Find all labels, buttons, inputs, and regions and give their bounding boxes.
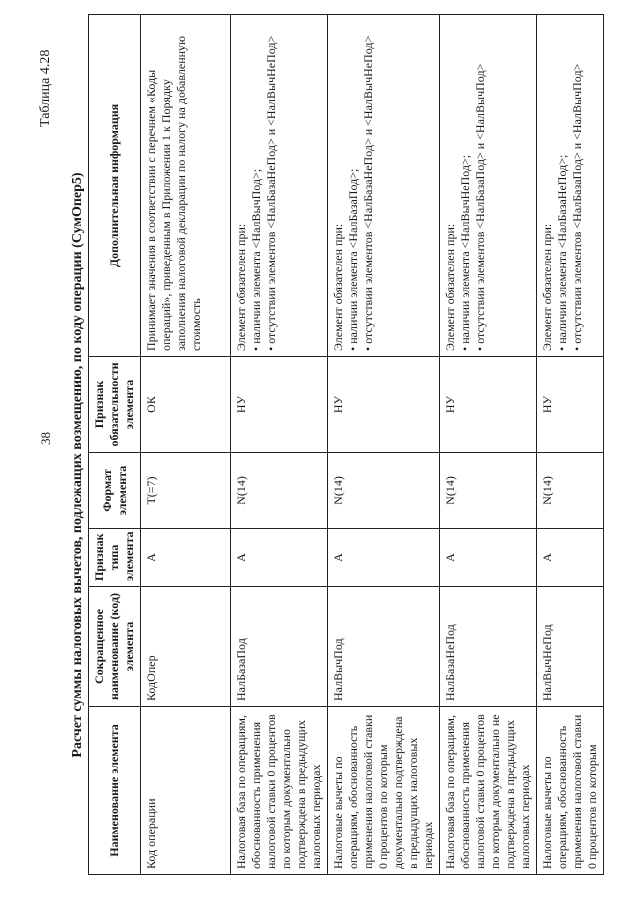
cell-element-format: N(14) <box>328 453 440 529</box>
header-element-required: Признак обязательности элемента <box>89 357 141 453</box>
cell-additional-info <box>440 15 537 357</box>
info-line: Элемент обязателен при: <box>540 223 554 351</box>
header-element-code: Сокращенное наименование (код) элемента <box>89 587 141 707</box>
info-bullet: • отсутствии элементов <НалБазаНеПод> и <НалВычНеПод> <box>264 35 278 351</box>
header-element-format: Формат элемента <box>89 453 141 529</box>
table-header-row <box>89 15 141 875</box>
info-bullet: • наличии элемента <НалБазаНеПод>; <box>555 154 569 351</box>
cell-element-type: А <box>537 529 604 587</box>
cell-element-type: А <box>231 529 328 587</box>
cell-element-format: T(=7) <box>141 453 231 529</box>
table-row <box>231 15 328 875</box>
cell-element-name: Налоговые вычеты по операциям, обоснованность применения налоговой ставки 0 процентов по которым документально подтверждена в предыдущих налоговых периодах <box>328 707 440 875</box>
cell-element-type: А <box>440 529 537 587</box>
table-title: Расчет суммы налоговых вычетов, подлежащих возмещению, по коду операции (СумОпер5) <box>70 172 85 758</box>
cell-element-required: ОК <box>141 357 231 453</box>
info-bullet: • наличии элемента <НалБазаПод>; <box>346 168 360 351</box>
info-line: Элемент обязателен при: <box>331 223 345 351</box>
cell-element-type: А <box>328 529 440 587</box>
info-bullet: • отсутствии элементов <НалБазаПод> и <НалВычПод> <box>570 63 584 351</box>
cell-element-format: N(14) <box>537 453 604 529</box>
cell-element-code: НалБазаНеПод <box>440 587 537 707</box>
info-bullet: • наличии элемента <НалВычНеПод>; <box>458 154 472 351</box>
table-number: Таблица 4.28 <box>38 49 53 127</box>
cell-element-code: НалВычПод <box>328 587 440 707</box>
info-line: Элемент обязателен при: <box>443 223 457 351</box>
table-row <box>141 15 231 875</box>
info-bullet: • наличии элемента <НалВычПод>; <box>249 168 263 351</box>
info-line: Элемент обязателен при: <box>234 223 248 351</box>
element-spec-table <box>88 14 604 875</box>
table-row <box>537 15 604 875</box>
header-element-name: Наименование элемента <box>89 707 141 875</box>
info-line: Принимает значения в соответствии с перечнем «Коды операций», приведенным в Приложении 1 к Порядку заполнения налоговой декларации по налогу на добавленную стоимость <box>144 35 203 351</box>
cell-element-required: НУ <box>328 357 440 453</box>
cell-element-name: Налоговые вычеты по операциям, обоснованность применения налоговой ставки 0 процентов по которым <box>537 707 604 875</box>
cell-element-format: N(14) <box>440 453 537 529</box>
header-additional-info: Дополнительная информация <box>89 15 141 357</box>
cell-element-code: КодОпер <box>141 587 231 707</box>
page-number: 38 <box>38 432 53 445</box>
header-element-type: Признак типа элемента <box>89 529 141 587</box>
cell-element-code: НалВычНеПод <box>537 587 604 707</box>
table-row <box>440 15 537 875</box>
cell-element-name: Код операции <box>141 707 231 875</box>
cell-element-code: НалБазаПод <box>231 587 328 707</box>
cell-additional-info <box>141 15 231 357</box>
cell-element-required: НУ <box>440 357 537 453</box>
cell-additional-info <box>231 15 328 357</box>
info-bullet: • отсутствии элементов <НалБазаНеПод> и <НалВычНеПод> <box>361 35 375 351</box>
cell-element-format: N(14) <box>231 453 328 529</box>
cell-element-required: НУ <box>231 357 328 453</box>
cell-additional-info <box>328 15 440 357</box>
table-body <box>141 15 604 875</box>
cell-element-type: А <box>141 529 231 587</box>
cell-additional-info <box>537 15 604 357</box>
info-bullet: • отсутствии элементов <НалБазаПод> и <НалВычПод> <box>473 63 487 351</box>
rotated-page-content <box>0 25 600 905</box>
table-row <box>328 15 440 875</box>
cell-element-required: НУ <box>537 357 604 453</box>
cell-element-name: Налоговая база по операциям, обоснованность применения налоговой ставки 0 процентов по которым документально не подтверждена в предыдущих налоговых периодах <box>440 707 537 875</box>
cell-element-name: Налоговая база по операциям, обоснованность применения налоговой ставки 0 процентов по которым документально подтверждена в предыдущих налоговых периодах <box>231 707 328 875</box>
